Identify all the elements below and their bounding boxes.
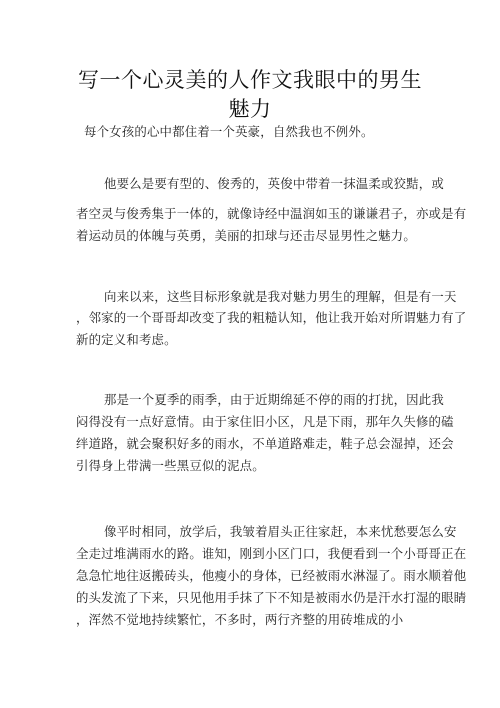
- paragraph-1-line-1: 每个女孩的心中都住着一个英豪，自然我也不例外。: [84, 124, 374, 139]
- paragraph-4-line-1: 那是一个夏季的雨季，由于近期绵延不停的雨的打扰，因此我: [104, 392, 444, 407]
- paragraph-5-line-4: 的头发流了下来，只见他用手抹了下不知是被雨水仍是汗水打湿的眼睛: [76, 590, 467, 605]
- paragraph-3-line-1: 向来以来，这些目标形象就是我对魅力男生的理解，但是有一天: [104, 289, 457, 304]
- paragraph-4-line-2: 闷得没有一点好意情。由于家住旧小区，凡是下雨，那年久失修的磕: [76, 414, 454, 429]
- paragraph-2-line-1: 他要么是要有型的、俊秀的，英俊中带着一抹温柔或狡黠，或: [104, 176, 444, 191]
- paragraph-3-line-3: 新的定义和考虑。: [76, 332, 177, 347]
- paragraph-4-line-4: 引得身上带满一些黑豆似的泥点。: [76, 458, 265, 473]
- paragraph-2-line-2: 者空灵与俊秀集于一体的，就像诗经中温润如玉的谦谦君子，亦或是有: [76, 206, 467, 221]
- paragraph-5-line-2: 全走过堆满雨水的路。谁知，刚到小区门口，我便看到一个小哥哥正在: [76, 546, 467, 561]
- document-title-line-2: 魅力: [228, 97, 272, 121]
- paragraph-2-line-3: 着运动员的体魄与英勇，美丽的扣球与还击尽显男性之魅力。: [76, 228, 416, 243]
- paragraph-4-line-3: 绊道路，就会聚积好多的雨水，不单道路难走，鞋子总会湿掉，还会: [76, 436, 454, 451]
- paragraph-5-line-5: ，浑然不觉地持续繁忙，不多时，两行齐整的用砖堆成的小: [76, 612, 404, 627]
- paragraph-3-line-2: ，邻家的一个哥哥却改变了我的粗糙认知，他让我开始对所谓魅力有了: [76, 310, 467, 325]
- paragraph-5-line-1: 像平时相同，放学后，我皱着眉头正往家赶，本来忧愁要怎么安: [104, 524, 457, 539]
- document-title-line-1: 写一个心灵美的人作文我眼中的男生: [78, 68, 422, 92]
- paragraph-5-line-3: 急急忙地往返搬砖头，他瘦小的身体，已经被雨水淋湿了。雨水顺着他: [76, 568, 467, 583]
